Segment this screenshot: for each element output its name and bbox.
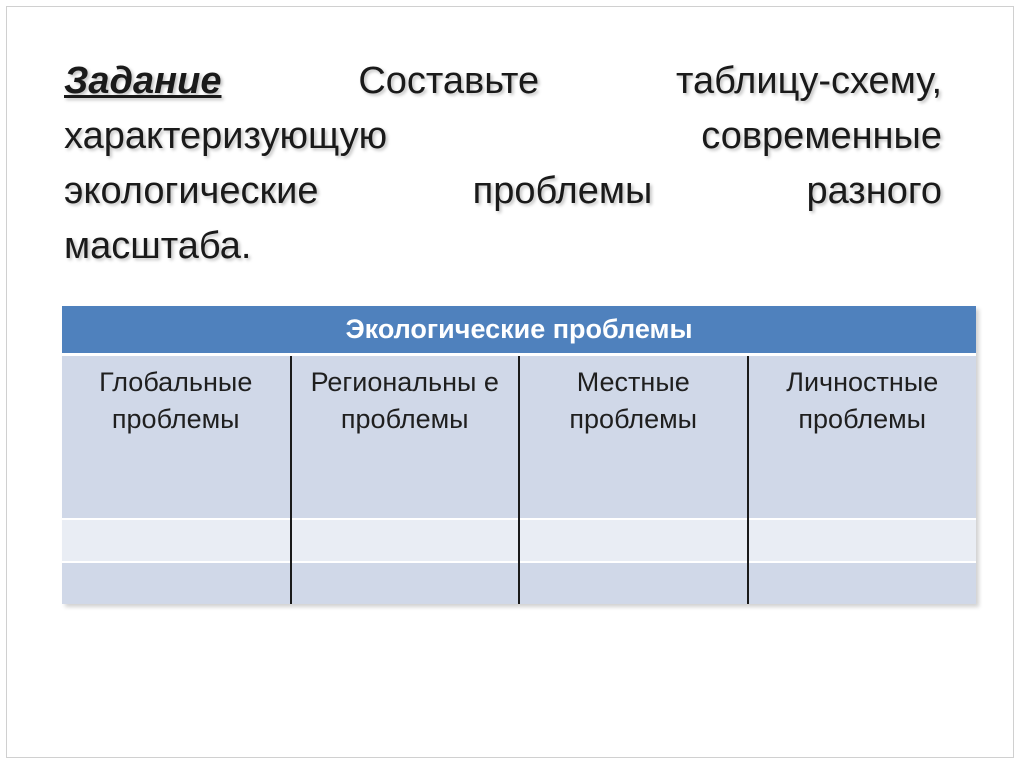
- task-label: Задание: [64, 60, 222, 102]
- cell-regional-problems: Региональны е проблемы: [291, 355, 520, 519]
- task-word: масштаба.: [64, 225, 252, 267]
- table-row: [62, 519, 976, 562]
- task-line-2: [64, 109, 942, 164]
- empty-cell[interactable]: [748, 562, 977, 604]
- eco-problems-table: [62, 306, 976, 604]
- cell-personal-problems: Личностные проблемы: [748, 355, 977, 519]
- eco-table-wrap: [62, 306, 976, 604]
- table-row: [62, 355, 976, 519]
- empty-cell[interactable]: [62, 562, 291, 604]
- task-word: современные: [701, 115, 942, 157]
- table-header: Экологические проблемы: [62, 306, 976, 355]
- cell-local-problems: Местные проблемы: [519, 355, 748, 519]
- task-word: Составьте: [358, 60, 540, 102]
- empty-cell[interactable]: [291, 519, 520, 562]
- empty-cell[interactable]: [291, 562, 520, 604]
- task-word: экологические: [64, 170, 319, 212]
- task-word: разного: [806, 170, 942, 212]
- empty-cell[interactable]: [748, 519, 977, 562]
- table-row: [62, 562, 976, 604]
- task-line-3: [64, 164, 942, 219]
- task-word: характеризующую: [64, 115, 388, 157]
- empty-cell[interactable]: [62, 519, 291, 562]
- task-text: [64, 54, 942, 274]
- cell-global-problems: Глобальные проблемы: [62, 355, 291, 519]
- task-word: проблемы: [472, 170, 653, 212]
- empty-cell[interactable]: [519, 519, 748, 562]
- empty-cell[interactable]: [519, 562, 748, 604]
- task-word: таблицу-схему,: [676, 60, 942, 102]
- task-line-4: [64, 219, 942, 274]
- task-line-1: [64, 54, 942, 109]
